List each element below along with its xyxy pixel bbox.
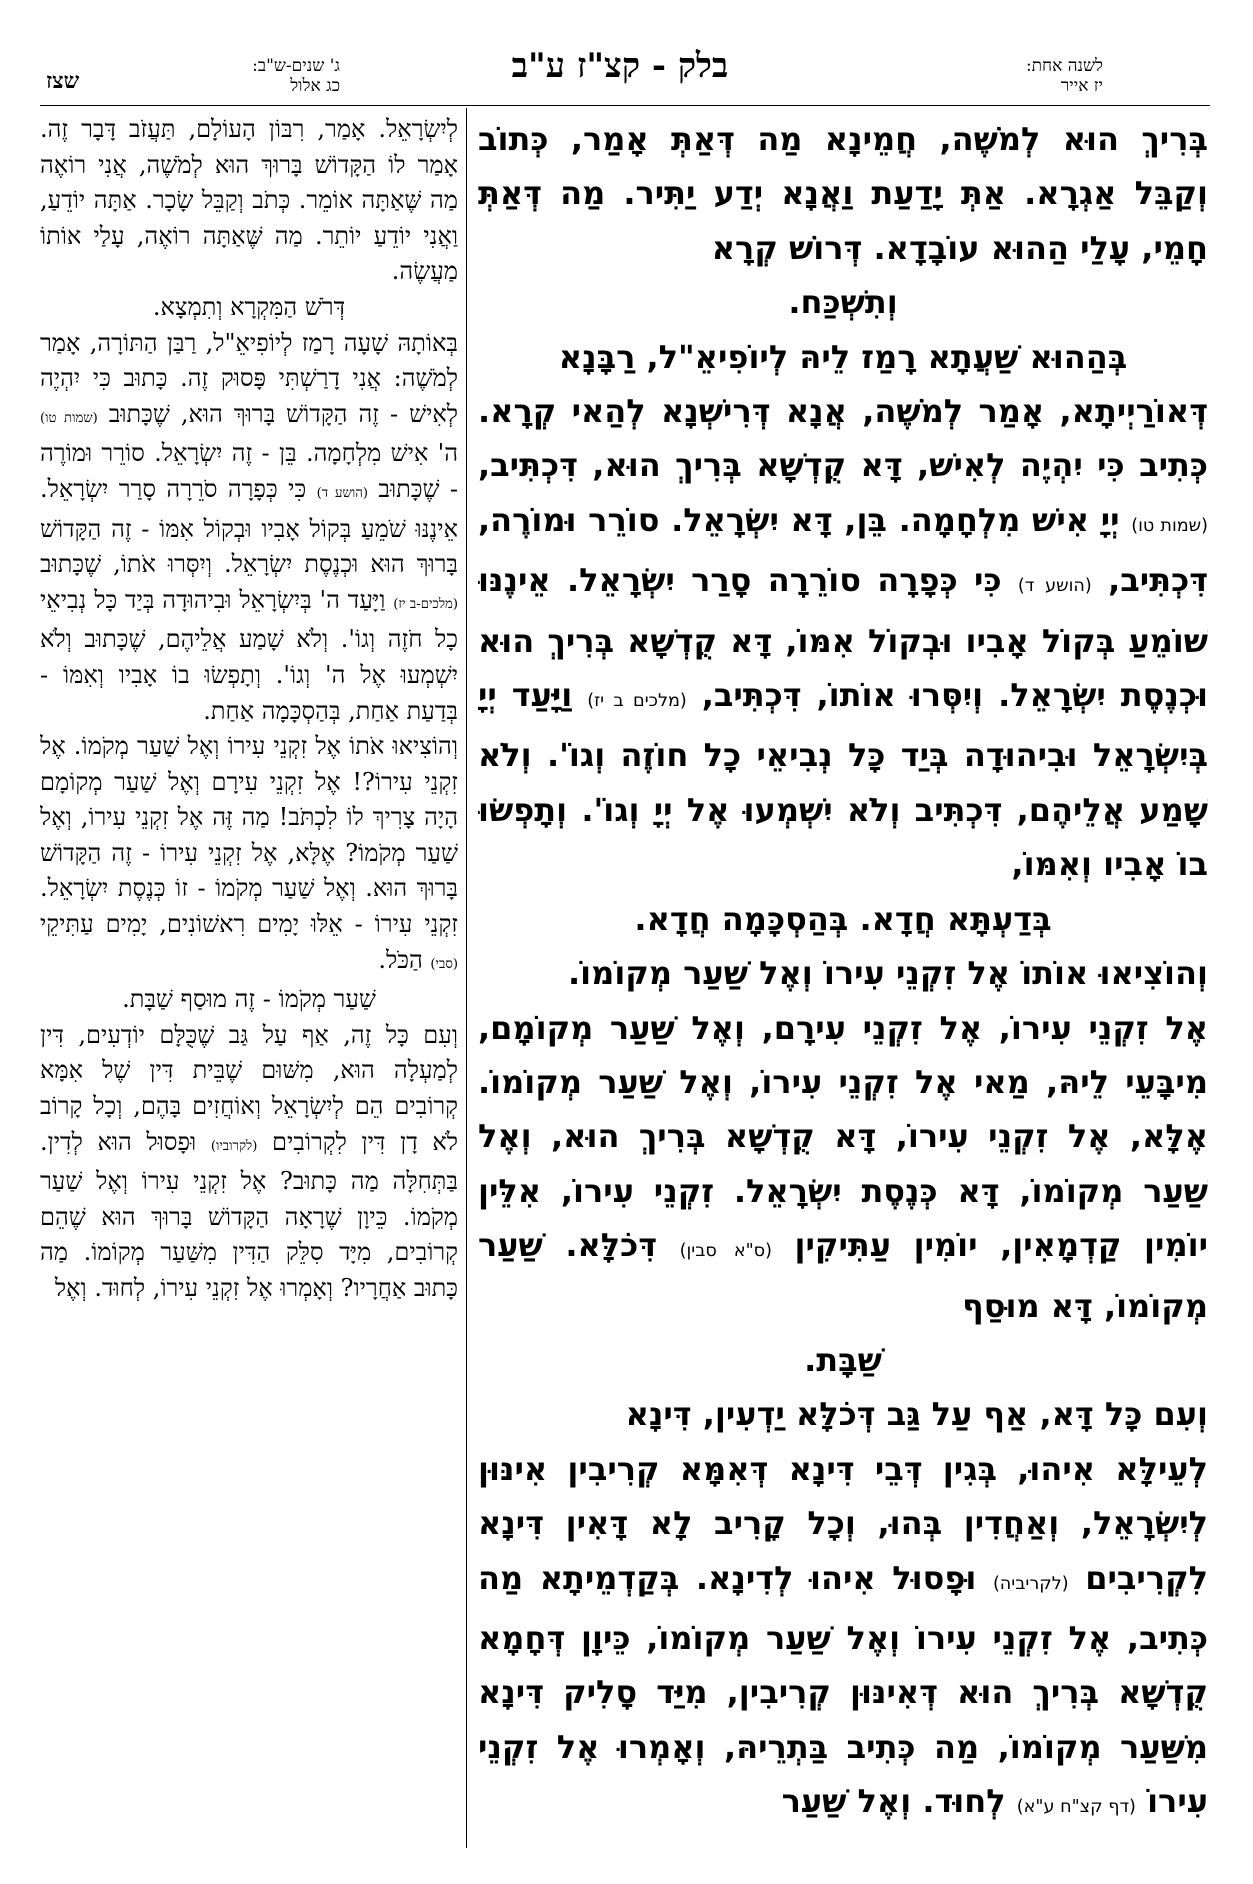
page-reference: (דף קצ"ח ע"א) xyxy=(1016,1797,1136,1818)
source-reference: (ס"א סבין) xyxy=(679,1241,772,1262)
main-text: בְּדַעְתָּא חֲדָא. בְּהַסְכָּמָה חֲדָא. xyxy=(634,899,1052,938)
main-paragraph xyxy=(478,1333,1208,1387)
main-text: בְּהַהוּא שַׁעֲתָא רָמַז לֵיהּ לְיוֹפִיאֵ"ל, רַבָּנָא xyxy=(558,337,1128,376)
side-text: בְּאוֹתָהּ שָׁעָה רָמַז לְיוֹפִיאֵ"ל, רַבַּן הַתּוֹרָה, אָמַר לְמֹשֶׁה: אֲנִי דָרַשְׁתִּי פָּסוּק זֶה. כָּתוּב כִּי יִהְיֶה לְאִישׁ - זֶה הַקָּדוֹשׁ בָּרוּךְ הוּא, שֶׁכָּתוּב xyxy=(40,328,458,428)
source-reference: (שמות טו) xyxy=(1131,515,1208,536)
side-text: שֶׁכָּתוּב xyxy=(40,550,102,579)
side-paragraph xyxy=(40,982,458,1018)
main-text: אֶל זִקְנֵי עִירוֹ, אֶל זִקְנֵי עִירָם, וְאֶל שַׁעַר מְקוֹמָם, מִיבָּעֵי לֵיהּ, מַאי אֶל זִקְנֵי עִירוֹ, וְאֶל שַׁעַר מְקוֹמוֹ. אֶלָּא, אֶל זִקְנֵי עִירוֹ, דָּא קֻדְשָׁא בְּרִיךְ הוּא, וְאֶל שַׁעַר מְקוֹמוֹ, דָּא כְּנֶסֶת יִשְׂרָאֵל. זִקְנֵי עִירוֹ, אִלֵּין יוֹמִין קַדְמָאִין, יוֹמִין עַתִּיקִין xyxy=(478,1008,1208,1265)
main-text: לְחוּד. וְאֶל שַׁעַר xyxy=(781,1782,1006,1821)
main-text: כִּי כְּפָרָה סוֹרֵרָה סָרַר יִשְׂרָאֵל. אֵינֶנּוּ שׁוֹמֵעַ בְּקוֹל אָבִיו וּבְקוֹל אִמּוֹ, דָּא קֻדְשָׁא בְּרִיךְ הוּא וּכְנֶסֶת יִשְׂרָאֵל. וְיִסְּרוּ אוֹתוֹ, דִּכְתִּיב, xyxy=(478,561,1208,715)
main-paragraph xyxy=(478,1001,1208,1333)
header-left-line2: כג אלול xyxy=(290,76,340,96)
header-rule xyxy=(40,105,1210,106)
side-paragraph xyxy=(40,290,458,326)
main-paragraph xyxy=(478,275,1208,329)
source-reference: (לקריביה) xyxy=(992,1573,1069,1594)
header-right-label xyxy=(843,56,1103,96)
source-reference: (הושע ד) xyxy=(1017,576,1092,597)
header-left-line1: ג' שנים-ש"ב: xyxy=(252,56,340,76)
side-text: וּפָסוּל הוּא לְדִין. בַּתְּחִלָּה מַה כָּתוּב? אֶל זִקְנֵי עִירוֹ וְאֶל שַׁעַר מְקֹמוֹ. כֵּיוָן שֶׁרָאָה הַקָּדוֹשׁ בָּרוּךְ הוּא שֶׁהֵם קְרוֹבִים, מִיָּד סִלֵּק הַדִּין מִשַּׁעַר מְקוֹמוֹ. מַה כָּתוּב אַחֲרָיו? וְאָמְרוּ אֶל זִקְנֵי עִירוֹ, לְחוּד. וְאֶל xyxy=(40,1127,458,1302)
side-text: ה' אִישׁ מִלְחָמָה. בֵּן - זֶה יִשְׂרָאֵל. סוֹרֵר וּמוֹרֶה - שֶׁכָּתוּב xyxy=(40,439,458,503)
main-text: וְעִם כָּל דָּא, אַף עַל גַּב דְּכֹלָּא יַדְעִין, דִּינָא xyxy=(625,1395,1208,1434)
main-column xyxy=(478,112,1208,1852)
source-reference: (שמות טו) xyxy=(40,410,98,426)
side-text: וְעִם כָּל זֶה, אַף עַל גַּב שֶׁכֻּלָּם יוֹדְעִים, דִּין לְמַעְלָה הוּא, מִשּׁוּם שֶׁבֵּית דִּין שֶׁל אִמָּא קְרוֹבִים הֵם לְיִשְׂרָאֵל וְאוֹחֲזִים בָּהֶם, וְכָל קָרוֹב לֹא דָן דִּין לִקְרוֹבִים xyxy=(40,1020,458,1156)
main-text: יְיָ אִישׁ מִלְחָמָה. בֵּן, דָּא יִשְׂרָאֵל. סוֹרֵר וּמוֹרֶה, דִּכְתִּיב, xyxy=(478,500,1208,600)
header-right-line2: יז אייר xyxy=(1060,76,1103,96)
main-paragraph xyxy=(478,1442,1208,1835)
source-reference: (מלכים-ב יז) xyxy=(393,596,458,612)
main-text: דְּאוֹרַיְיתָא, אָמַר לְמֹשֶׁה, אֲנָא דְּרִישְׁנָא לְהַאי קְרָא. כְּתִיב כִּי יִהְיֶה לְאִישׁ, דָּא קֻדְשָׁא בְּרִיךְ הוּא, דִּכְתִּיב, xyxy=(478,392,1208,485)
main-text: שַׁבָּת. xyxy=(804,1340,882,1379)
main-text: דִּכֹלָּא. שַׁעַר מְקוֹמוֹ, דָּא מוּסַף xyxy=(478,1226,1208,1325)
side-column xyxy=(40,112,458,1852)
source-reference: (סבי) xyxy=(430,956,458,972)
main-text: בְּרִיךְ הוּא לְמֹשֶׁה, חֲמֵינָא מַה דְּאַתְּ אָמַר, כְּתוֹב וְקַבֵּל אַגְרָא. אַתְּ יָדַעַת וַאֲנָא יְדַע יַתִּיר. מַה דְּאַתְּ חָמֵי, עָלַי הַהוּא עוֹבָדָא. דְּרוֹשׁ קְרָא xyxy=(478,120,1208,267)
side-paragraph xyxy=(40,112,458,290)
source-reference: (לקרוביו) xyxy=(210,1138,258,1154)
main-paragraph xyxy=(478,1387,1208,1441)
header-left-label xyxy=(130,56,340,96)
main-text: וַיָּעַד יְיָ בְּיִשְׂרָאֵל וּבִיהוּדָה בְּיַד כָּל נְבִיאֵי כָל חוֹזֶה וְגוֹ'. וְלֹא שָׁמַע אֲלֵיהֶם, דִּכְתִּיב וְלֹא יִשְׁמְעוּ אֶל יְיָ וְגוֹ'. וְתָפְשׂוּ בוֹ אָבִיו וְאִמּוֹ, xyxy=(478,676,1208,884)
main-paragraph xyxy=(478,330,1208,384)
main-text: לְעֵילָּא אִיהוּ, בְּגִין דְּבֵי דִּינָא דְּאִמָּא קְרִיבִין אִינּוּן לְיִשְׂרָאֵל, וְאַחֲדִין בְּהוּ, וְכָל קָרִיב לָא דָּאִין דִּינָא לִקְרִיבִים xyxy=(478,1449,1208,1597)
source-reference: (מלכים ב יז) xyxy=(587,691,687,712)
main-paragraph xyxy=(478,384,1208,892)
main-paragraph xyxy=(478,892,1208,946)
side-text: הַכֹּל. xyxy=(378,945,423,974)
source-reference: (הושע ד) xyxy=(316,485,368,501)
header-right-line1: לשנה אחת: xyxy=(1025,56,1103,76)
side-text: לְיִשְׂרָאֵל. אָמַר, רִבּוֹן הָעוֹלָם, תַּעֲזֹב דָּבָר זֶה. אָמַר לוֹ הַקָּדוֹשׁ בָּרוּךְ הוּא לְמֹשֶׁה, אֲנִי רוֹאֶה מַה שֶּׁאַתָּה אוֹמֵר. כְּתֹב וְקַבֵּל שָׂכָר. אַתָּה יוֹדֵעַ, וַאֲנִי יוֹדֵעַ יוֹתֵר. מַה שֶּׁאַתָּה רוֹאֶה, עָלַי אוֹתוֹ מַעֲשֶׂה. xyxy=(40,115,458,286)
side-text: דְּרֹשׁ הַמִּקְרָא וְתִמְצָא. xyxy=(152,292,346,321)
side-text: וַיָּעַד ה' בְּיִשְׂרָאֵל וּבִיהוּדָה בְּיַד כָּל נְבִיאֵי כָל חֹזֶה וְגוֹ'. וְלֹא שָׁמַע אֲלֵיהֶם, שֶׁכָּתוּב וְלֹא יִשְׁמְעוּ אֶל ה' וְגוֹ'. וְתָפְשׂוּ בוֹ אָבִיו וְאִמּוֹ - בְּדַעַת אַחַת, בְּהַסְכָּמָה אַחַת. xyxy=(40,585,458,725)
side-text: שַׁעַר מְקֹמוֹ - זֶה מוּסַף שַׁבָּת. xyxy=(122,985,376,1014)
side-paragraph xyxy=(40,326,458,730)
main-text: וְהוֹצִיאוּ אוֹתוֹ אֶל זִקְנֵי עִירוֹ וְאֶל שַׁעַר מְקוֹמוֹ. xyxy=(568,954,1208,993)
side-paragraph xyxy=(40,729,458,982)
column-divider xyxy=(466,108,467,1848)
side-text: כִּי כְּפָרָה סֹרֵרָה סָרַר יִשְׂרָאֵל. אֵינֶנּוּ שֹׁמֵעַ בְּקוֹל אָבִיו וּבְקוֹל אִמּוֹ - זֶה הַקָּדוֹשׁ בָּרוּךְ הוּא וּכְנֶסֶת יִשְׂרָאֵל. וְיִסְּרוּ אֹתוֹ, xyxy=(40,474,458,579)
page-number: שצז xyxy=(46,68,80,94)
page-title: בלק - קצ"ז ע"ב xyxy=(511,46,729,86)
side-paragraph xyxy=(40,1018,458,1307)
side-text: וְהוֹצִיאוּ אֹתוֹ אֶל זִקְנֵי עִירוֹ וְאֶל שַׁעַר מְקֹמוֹ. אֶל זִקְנֵי עִירוֹ?! אֶל זִקְנֵי עִירָם וְאֶל שַׁעַר מְקוֹמָם הָיָה צָרִיךְ לוֹ לִכְתֹּב! מַה זֶּה אֶל זִקְנֵי עִירוֹ, וְאֶל שַׁעַר מְקֹמוֹ? אֶלָּא, אֶל זִקְנֵי עִירוֹ - זֶה הַקָּדוֹשׁ בָּרוּךְ הוּא. וְאֶל שַׁעַר מְקֹמוֹ - זוֹ כְּנֶסֶת יִשְׂרָאֵל. זִקְנֵי עִירוֹ - אֵלּוּ יָמִים רִאשׁוֹנִים, יָמִים עַתִּיקֵי xyxy=(40,732,458,939)
main-paragraph xyxy=(478,112,1208,275)
main-text: וְתִשְׁכַּח. xyxy=(788,283,898,322)
main-text: וּפָסוּל אִיהוּ לְדִינָא. בְּקַדְמֵיתָא מַה כְּתִיב, אֶל זִקְנֵי עִירוֹ וְאֶל שַׁעַר מְקוֹמוֹ, כֵּיוָן דְּחָמָא קֻדְשָׁא בְּרִיךְ הוּא דְּאִינּוּן קְרִיבִין, מִיַּד סָלִיק דִּינָא מִשַּׁעַר מְקוֹמוֹ, מַה כְּתִיב בַּתְרֵיהּ, וְאָמְרוּ אֶל זִקְנֵי עִירוֹ xyxy=(478,1558,1208,1821)
main-paragraph xyxy=(478,946,1208,1000)
